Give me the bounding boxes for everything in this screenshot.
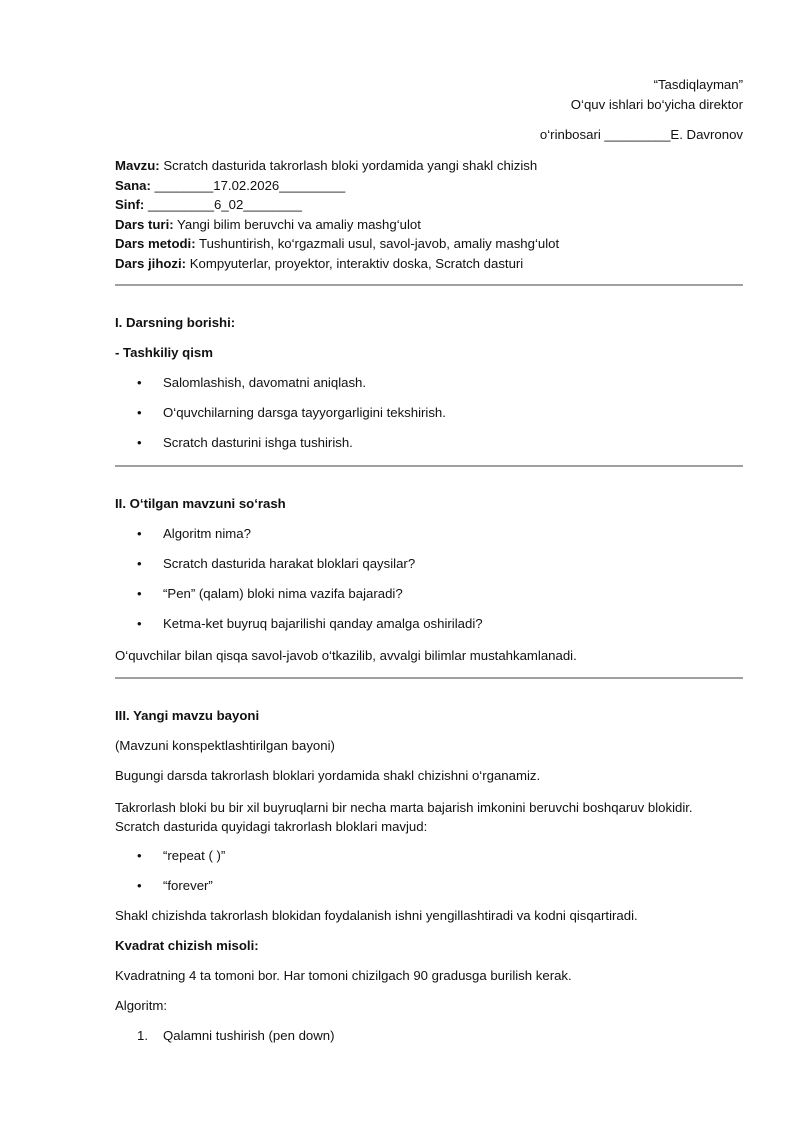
example-title: Kvadrat chizish misoli: bbox=[115, 938, 259, 953]
algorithm-steps bbox=[115, 1028, 745, 1043]
section-3-note: (Mavzuni konspektlashtirilgan bayoni) bbox=[115, 738, 335, 753]
meta-date: Sana: ________17.02.2026_________ bbox=[115, 177, 346, 193]
list-item: • Algoritm nima? bbox=[115, 526, 745, 556]
example-text: Kvadratning 4 ta tomoni bor. Har tomoni chizilgach 90 gradusga burilish kerak. bbox=[115, 968, 572, 983]
section-1 bbox=[115, 315, 745, 465]
section-2-conclusion: O‘quvchilar bilan qisqa savol-javob o‘tkazilib, avvalgi bilimlar mustahkamlanadi. bbox=[115, 648, 577, 663]
section-2-title: II. O‘tilgan mavzuni so‘rash bbox=[115, 496, 286, 511]
meta-class: Sinf: _________6_02________ bbox=[115, 197, 302, 212]
meta-topic: Mavzu: Scratch dasturida takrorlash bloki yordamida yangi shakl chizish bbox=[115, 158, 538, 173]
list-item: • “Pen” (qalam) bloki nima vazifa bajaradi? bbox=[115, 586, 745, 616]
section-3-paragraph bbox=[115, 798, 745, 848]
paragraph-line: Takrorlash bloki bu bir xil buyruqlarni bir necha marta bajarish imkonini beruvchi boshqaruv blokidir. bbox=[115, 800, 693, 815]
loop-blocks-list bbox=[115, 848, 745, 908]
section-3-paragraph-2: Shakl chizishda takrorlash blokidan foydalanish ishni yengillashtiradi va kodni qisqartiradi. bbox=[115, 908, 638, 923]
list-item: • Scratch dasturida harakat bloklari qaysilar? bbox=[115, 556, 745, 586]
meta-equipment: Dars jihozi: Kompyuterlar, proyektor, interaktiv doska, Scratch dasturi bbox=[115, 255, 524, 271]
list-item: • “forever” bbox=[115, 878, 745, 908]
section-2-list bbox=[115, 526, 745, 646]
divider bbox=[115, 284, 743, 286]
section-3-intro: Bugungi darsda takrorlash bloklari yordamida shakl chizishni o‘rganamiz. bbox=[115, 768, 541, 783]
approval-deputy: o‘rinbosari _________E. Davronov bbox=[539, 127, 743, 142]
approval-block bbox=[540, 75, 743, 145]
section-3 bbox=[115, 708, 745, 1043]
list-item: • Salomlashish, davomatni aniqlash. bbox=[115, 375, 745, 405]
list-item: • Ketma-ket buyruq bajarilishi qanday amalga oshiriladi? bbox=[115, 616, 745, 646]
section-3-title: III. Yangi mavzu bayoni bbox=[115, 708, 260, 723]
section-1-list bbox=[115, 375, 745, 465]
paragraph-line: Scratch dasturida quyidagi takrorlash bloklari mavjud: bbox=[115, 819, 428, 834]
algorithm-label: Algoritm: bbox=[115, 998, 168, 1013]
approval-title: “Tasdiqlayman” bbox=[653, 77, 743, 92]
list-item: • “repeat ( )” bbox=[115, 848, 745, 878]
list-item: • O‘quvchilarning darsga tayyorgarligini tekshirish. bbox=[115, 405, 745, 435]
section-1-title: I. Darsning borishi: bbox=[115, 315, 236, 330]
lesson-meta bbox=[115, 156, 559, 273]
divider bbox=[115, 465, 743, 467]
section-1-subtitle: - Tashkiliy qism bbox=[115, 345, 213, 360]
section-2 bbox=[115, 496, 745, 663]
approval-position: O‘quv ishlari bo‘yicha direktor bbox=[570, 97, 743, 112]
meta-type: Dars turi: Yangi bilim beruvchi va amaliy mashg‘ulot bbox=[115, 216, 421, 232]
divider bbox=[115, 677, 743, 679]
algorithm-step: 1. Qalamni tushirish (pen down) bbox=[137, 1028, 335, 1043]
meta-method: Dars metodi: Tushuntirish, ko‘rgazmali usul, savol-javob, amaliy mashg‘ulot bbox=[115, 236, 560, 251]
list-item: • Scratch dasturini ishga tushirish. bbox=[115, 435, 745, 465]
